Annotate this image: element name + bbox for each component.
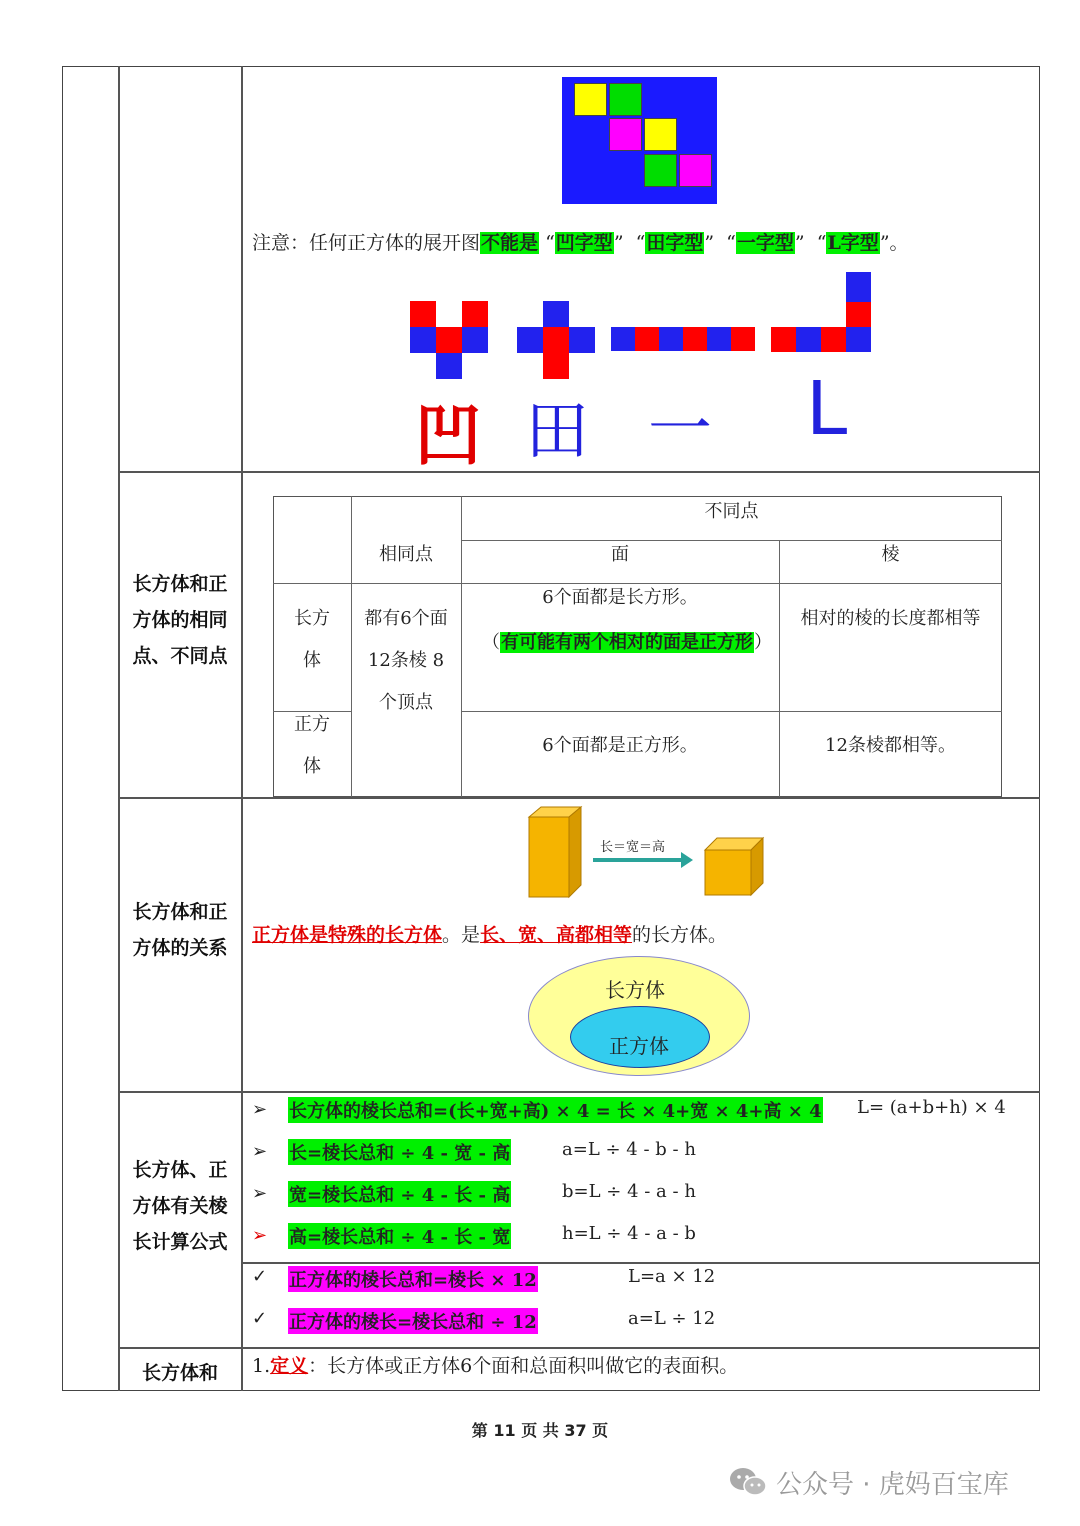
watermark-text: 公众号 · 虎妈百宝库 xyxy=(776,1469,1009,1500)
inner-ellipse-label: 正方体 xyxy=(609,1034,669,1058)
shape-label-tian: 田字型 xyxy=(646,232,704,254)
glyph-tian: 田 xyxy=(525,395,589,469)
page-number: 第 11 页 共 37 页 xyxy=(471,1421,609,1440)
arrow-label: 长＝宽＝高 xyxy=(600,840,666,855)
yi-net-shape xyxy=(611,327,755,351)
cuboid-face-b: （有可能有两个相对的面是正方形） xyxy=(482,632,772,653)
formula-row: ✓ 正方体的棱长=棱长总和 ÷ 12 a=L ÷ 12 xyxy=(252,1308,716,1333)
column-divider-2 xyxy=(241,66,243,1391)
cuboid-edge: 相对的棱的长度都相等 xyxy=(800,608,981,629)
header-edge: 棱 xyxy=(881,544,900,565)
formula-row: ➢ 长=棱长总和 ÷ 4 - 宽 - 高 a=L ÷ 4 - b - h xyxy=(252,1139,696,1164)
outer-ellipse-label: 长方体 xyxy=(605,978,665,1002)
formula-row: ➢ 长方体的棱长总和=(长+宽+高) × 4 = 长 × 4+宽 × 4+高 × 4 L= (a+b+h) × 4 xyxy=(252,1097,1006,1122)
net-note-prefix: 注意：任何正方体的展开图 xyxy=(252,232,481,254)
cube-net-diagram xyxy=(562,77,717,204)
formula-section-label: 长方体、正方体有关棱长计算公式 xyxy=(132,1159,228,1253)
l-net-shape xyxy=(771,272,871,352)
shape-label-l: L字型 xyxy=(827,232,879,254)
surface-definition: 1.定义：长方体或正方体6个面和总面积叫做它的表面积。 xyxy=(252,1355,739,1377)
same-points: 都有6个面 12条棱 8个顶点 xyxy=(364,608,448,713)
relation-sentence: 正方体是特殊的长方体。是长、宽、高都相等的长方体。 xyxy=(252,924,728,946)
ao-net-shape xyxy=(410,301,488,379)
glyph-ao: 凹 xyxy=(415,397,481,474)
glyph-l: L xyxy=(806,366,848,452)
net-note: 注意：任何正方体的展开图不能是 “凹字型” “田字型” “一字型” “L字型”。 xyxy=(252,232,909,254)
header-same: 相同点 xyxy=(379,544,433,565)
cube-face: 6个面都是正方形。 xyxy=(542,735,698,756)
wechat-icon xyxy=(728,1465,768,1499)
shape-label-ao: 凹字型 xyxy=(555,232,613,254)
compare-section-label: 长方体和正方体的相同点、不同点 xyxy=(132,573,228,667)
watermark xyxy=(728,1462,1009,1502)
row-divider-4 xyxy=(118,1347,1040,1349)
net-note-cannot: 不能是 xyxy=(481,232,539,254)
cuboid-face-a: 6个面都是长方形。 xyxy=(542,587,698,608)
header-diff: 不同点 xyxy=(704,501,759,522)
glyph-yi: 一 xyxy=(648,393,712,467)
column-divider-1 xyxy=(118,66,120,1391)
shape-label-yi: 一字型 xyxy=(736,232,794,254)
surface-section-label: 长方体和 xyxy=(141,1362,218,1384)
row-cuboid-name: 长方体 xyxy=(294,608,330,671)
row-divider-2 xyxy=(118,797,1040,799)
header-face: 面 xyxy=(611,544,629,565)
cube-edge: 12条棱都相等。 xyxy=(825,735,956,756)
tian-net-shape xyxy=(517,301,595,379)
formula-row: ✓ 正方体的棱长总和=棱长 × 12 L=a × 12 xyxy=(252,1266,716,1291)
formula-row: ➢ 高=棱长总和 ÷ 4 - 长 - 宽 h=L ÷ 4 - a - b xyxy=(252,1223,696,1248)
formula-row: ➢ 宽=棱长总和 ÷ 4 - 长 - 高 b=L ÷ 4 - a - h xyxy=(252,1181,696,1206)
relation-section-label: 长方体和正方体的关系 xyxy=(132,901,228,959)
row-cube-name: 正方体 xyxy=(294,714,330,777)
